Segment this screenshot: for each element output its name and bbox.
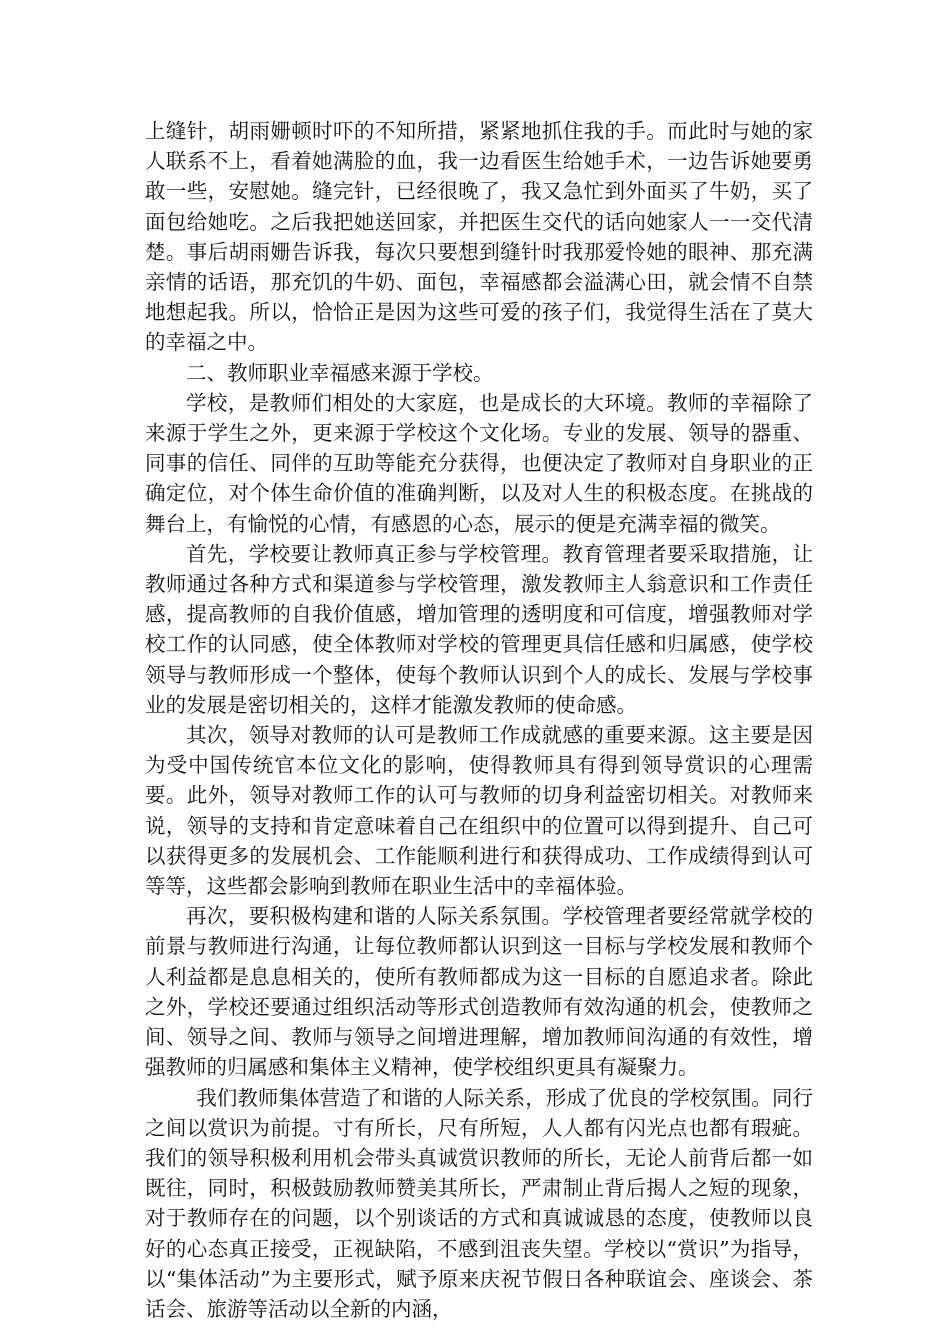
paragraph-third: 再次，要积极构建和谐的人际关系氛围。学校管理者要经常就学校的前景与教师进行沟通，让每位教师都认识到这一目标与学校发展和教师个人利益都是息息相关的，使所有教师都成为这一目标的自愿追求者。除此之外，学校还要通过组织活动等形式创造教师有效沟通的机会，使教师之间、领导之间、教师与领导之间增进理解，增加教师间沟通的有效性，增强教师的归属感和集体主义精神，使学校组织更具有凝聚力。 <box>145 904 813 1080</box>
paragraph-second: 其次，领导对教师的认可是教师工作成就感的重要来源。这主要是因为受中国传统官本位文化的影响，使得教师具有得到领导赏识的心理需要。此外，领导对教师工作的认可与教师的切身利益密切相关。对教师来说，领导的支持和肯定意味着自己在组织中的位置可以得到提升、自己可以获得更多的发展机会、工作能顺利进行和获得成功、工作成绩得到认可等等，这些都会影响到教师在职业生活中的幸福体验。 <box>145 723 813 899</box>
paragraph-first: 首先，学校要让教师真正参与学校管理。教育管理者要采取措施，让教师通过各种方式和渠道参与学校管理，激发教师主人翁意识和工作责任感，提高教师的自我价值感，增加管理的透明度和可信度，增强教师对学校工作的认同感，使全体教师对学校的管理更具信任感和归属感，使学校领导与教师形成一个整体，使每个教师认识到个人的成长、发展与学校事业的发展是密切相关的，这样才能激发教师的使命感。 <box>145 541 813 717</box>
section-heading: 二、教师职业幸福感来源于学校。 <box>186 360 494 385</box>
document-body <box>145 116 813 1324</box>
paragraph-our-teachers: 我们教师集体营造了和谐的人际关系，形成了优良的学校氛围。同行之间以赏识为前提。寸有所长，尺有所短，人人都有闪光点也都有瑕疵。我们的领导积极利用机会带头真诚赏识教师的所长，无论人前背后都一如既往，同时，积极鼓励教师赞美其所长，严肃制止背后揭人之短的现象，对于教师存在的问题，以个别谈话的方式和真诚诚恳的态度，使教师以良好的心态真正接受，正视缺陷，不感到沮丧失望。学校以“赏识”为指导，以“集体活动”为主要形式，赋予原来庆祝节假日各种联谊会、座谈会、茶话会、旅游等活动以全新的内涵， <box>145 1085 813 1321</box>
paragraph-continuation: 上缝针，胡雨姗顿时吓的不知所措，紧紧地抓住我的手。而此时与她的家人联系不上，看着她满脸的血，我一边看医生给她手术，一边告诉她要勇敢一些，安慰她。缝完针，已经很晚了，我又急忙到外面买了牛奶，买了面包给她吃。之后我把她送回家，并把医生交代的话向她家人一一交代清楚。事后胡雨姗告诉我，每次只要想到缝针时我那爱怜她的眼神、那充满亲情的话语，那充饥的牛奶、面包，幸福感都会溢满心田，就会情不自禁地想起我。所以，恰恰正是因为这些可爱的孩子们，我觉得生活在了莫大的幸福之中。 <box>145 119 813 355</box>
paragraph-school-intro: 学校，是教师们相处的大家庭，也是成长的大环境。教师的幸福除了来源于学生之外，更来源于学校这个文化场。专业的发展、领导的器重、同事的信任、同伴的互助等能充分获得，也便决定了教师对自身职业的正确定位，对个体生命价值的准确判断，以及对人生的积极态度。在挑战的舞台上，有愉悦的心情，有感恩的心态，展示的便是充满幸福的微笑。 <box>145 390 813 536</box>
